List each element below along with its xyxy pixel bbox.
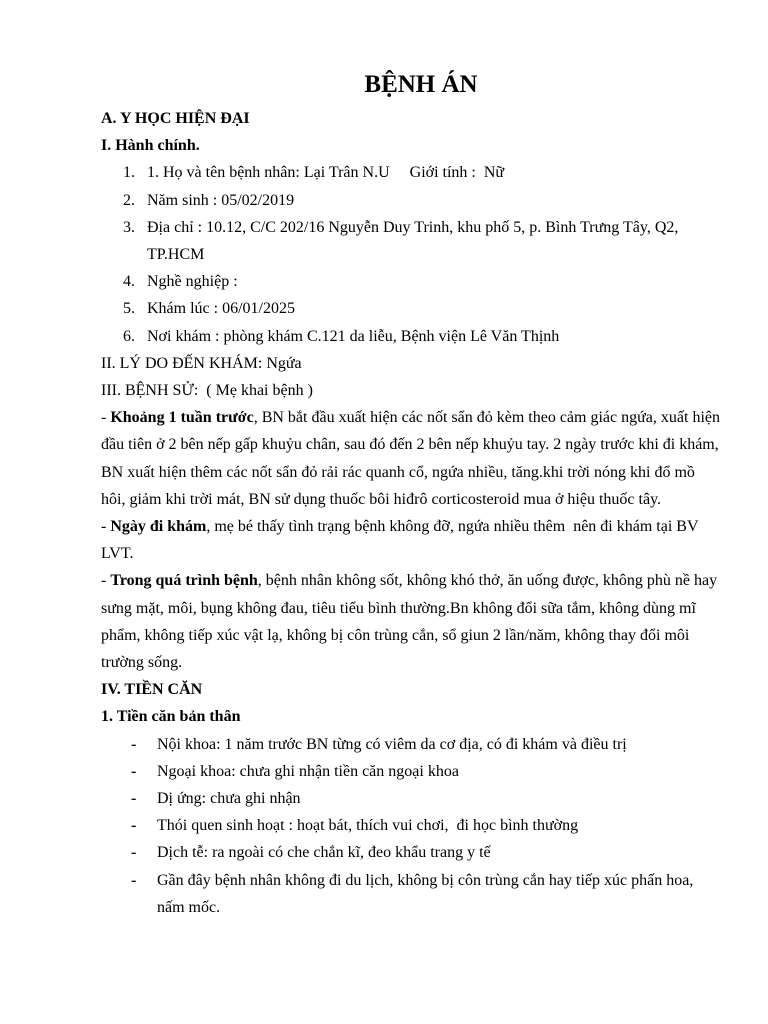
item-text: Địa chỉ : 10.12, C/C 202/16 Nguyễn Duy Trinh, khu phố 5, p. Bình Trưng Tây, Q2, TP.HCM	[147, 218, 679, 264]
section-iii-heading: III. BỆNH SỬ: ( Mẹ khai bệnh )	[101, 382, 313, 400]
list-item-text: Ngoại khoa: chưa ghi nhận tiền căn ngoại khoa	[157, 762, 459, 780]
history-text: , mẹ bé thấy tình trạng bệnh không đỡ, ngứa nhiều thêm nên đi khám tại BV LVT.	[101, 518, 703, 563]
dash-bullet: -	[131, 871, 137, 889]
list-item-text: Thói quen sinh hoạt : hoạt bát, thích vui chơi, đi học bình thường	[157, 817, 579, 835]
item-text: Năm sinh : 05/02/2019	[147, 191, 295, 209]
dash-bullet: -	[131, 735, 137, 753]
list-item	[101, 812, 723, 839]
item-number: 4.	[123, 273, 135, 291]
list-item	[101, 731, 723, 758]
list-item-text: Dị ứng: chưa ghi nhận	[157, 790, 301, 808]
dash-bullet: -	[131, 790, 137, 808]
history-paragraph	[101, 567, 723, 676]
list-item	[101, 839, 723, 866]
dash-bullet: -	[131, 844, 137, 862]
item-number: 5.	[123, 300, 135, 318]
history-prefix: -	[101, 409, 111, 427]
subsection-1-heading: 1. Tiền căn bản thân	[101, 708, 241, 726]
history-prefix: -	[101, 518, 111, 536]
list-item	[101, 867, 723, 921]
list-item-text: Dịch tễ: ra ngoài có che chắn kĩ, đeo khẩu trang y tế	[157, 844, 491, 862]
admin-item	[101, 214, 723, 268]
section-a-heading: A. Y HỌC HIỆN ĐẠI	[101, 110, 250, 127]
document-body	[101, 68, 723, 921]
admin-item	[101, 268, 723, 295]
admin-info-list	[101, 159, 723, 349]
section-ii-heading: II. LÝ DO ĐẾN KHÁM: Ngứa	[101, 354, 302, 372]
list-item-text: Gần đây bệnh nhân không đi du lịch, không bị côn trùng cắn hay tiếp xúc phấn hoa, nấm mốc.	[157, 871, 694, 916]
item-number: 6.	[123, 327, 135, 345]
history-bold-lead: Khoảng 1 tuần trước	[110, 409, 254, 427]
history-text: , bệnh nhân không sốt, không khó thở, ăn uống được, không phù nề hay sưng mặt, môi, bụng không đau, tiêu tiểu bình thường.Bn không đổi sữa tắm, không dùng mĩ phẩm, không tiếp xúc vật lạ, không bị côn trùng cắn, sổ giun 2 lần/năm, không thay đổi môi trường sống.	[101, 572, 718, 672]
list-item	[101, 785, 723, 812]
item-number: 2.	[123, 191, 135, 209]
document-title: BỆNH ÁN	[364, 71, 478, 98]
history-bold-lead: Ngày đi khám	[110, 518, 207, 536]
history-paragraph	[101, 513, 723, 567]
dash-bullet: -	[131, 817, 137, 835]
item-text: Nơi khám : phòng khám C.121 da liễu, Bệnh viện Lê Văn Thịnh	[147, 327, 560, 345]
item-text: Nghề nghiệp :	[147, 273, 238, 291]
admin-item	[101, 295, 723, 322]
history-paragraph	[101, 404, 723, 513]
personal-history-list	[101, 731, 723, 921]
item-text: 1. Họ và tên bệnh nhân: Lại Trân N.U Giới tính : Nữ	[147, 164, 505, 182]
list-item	[101, 758, 723, 785]
admin-item	[101, 187, 723, 214]
item-number: 1.	[123, 164, 135, 182]
admin-item	[101, 323, 723, 350]
history-bold-lead: Trong quá trình bệnh	[110, 572, 258, 590]
admin-item	[101, 159, 723, 186]
section-iv-heading: IV. TIỀN CĂN	[101, 681, 203, 699]
section-i-heading: I. Hành chính.	[101, 137, 200, 155]
item-text: Khám lúc : 06/01/2025	[147, 300, 295, 318]
history-text: , BN bắt đầu xuất hiện các nốt sẩn đỏ kèm theo cảm giác ngứa, xuất hiện đầu tiên ở 2 bên nếp gấp khuỷu chân, sau đó đến 2 bên nếp khuỷu tay. 2 ngày trước khi đi khám, BN xuất hiện thêm các nốt sẩn đỏ rải rác quanh cổ, ngứa nhiều, tăng.khi trời nóng khi đổ mồ hôi, giảm khi trời mát, BN sử dụng thuốc bôi hiđrô corticosteroid mua ở hiệu thuốc tây.	[101, 409, 720, 508]
item-number: 3.	[123, 218, 135, 236]
dash-bullet: -	[131, 762, 137, 780]
history-prefix: -	[101, 572, 111, 590]
list-item-text: Nội khoa: 1 năm trước BN từng có viêm da cơ địa, có đi khám và điều trị	[157, 735, 627, 753]
